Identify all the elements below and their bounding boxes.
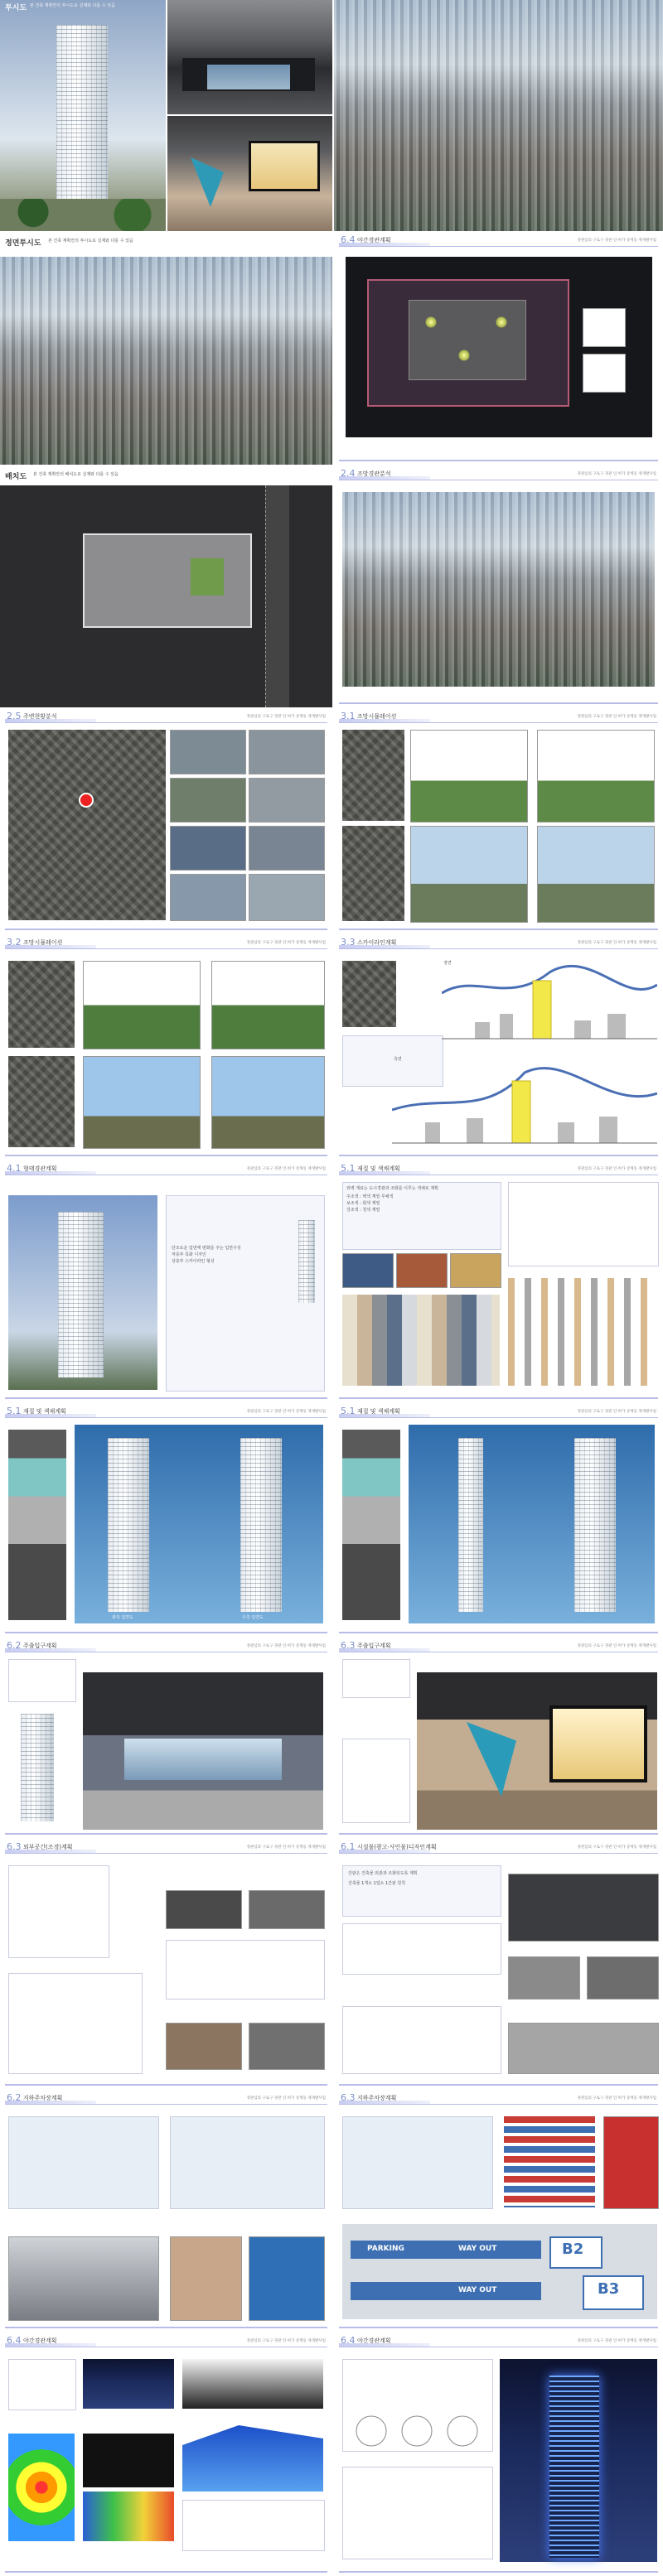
header-meta: 경관심의 구로구 경관 인·허가 상계동 재개발사업 [577,715,656,719]
b3-label: B3 [598,2280,620,2298]
surroundings-map [8,730,166,920]
page-material-3 [334,1405,663,1637]
site-title: 배치도 [5,473,27,481]
section-number: 2.5 [7,711,22,721]
color-palette [342,1295,500,1386]
lux-heatmap [8,2434,75,2541]
material-note-1: 외벽 재료는 도시경관과 조화를 이루는 색채로 계획 [346,1186,438,1191]
landscape-photo-3 [166,2023,242,2070]
elevation-left-label: 좌측 입면도 [112,1615,133,1620]
section-title: 지하주차장계획 [357,2095,397,2101]
lobby-screen-large [549,1705,647,1782]
section-title: 야간경관계획 [357,2337,391,2344]
page-view-sim-1 [334,710,663,933]
header-meta: 경관심의 구로구 경관 인·허가 상계동 재개발사업 [246,1845,326,1850]
material-notes [342,1182,501,1250]
skyline-map [342,961,396,1027]
header [334,1639,663,1652]
parking-b1-photo-1 [8,2236,159,2321]
material-photo-2 [396,1253,448,1288]
sim2-photo-1b [211,961,325,1049]
front-city-photo [0,257,332,465]
header-meta: 경관심의 구로구 경관 인·허가 상계동 재개발사업 [577,2339,656,2343]
section-number: 4.1 [7,1163,22,1174]
page-front-perspective [0,234,332,465]
site-green [191,558,224,596]
section-number: 6.2 [7,2092,22,2103]
section-number: 6.4 [341,2335,356,2346]
header [0,1162,332,1175]
form-note-3: 상층부 스카이라인 형성 [172,1259,215,1264]
night-elevation [182,2425,323,2492]
section-number: 6.3 [7,1841,22,1852]
surroundings-photo-1 [170,730,246,774]
perspective-tower [56,25,108,207]
skyline-label-b: 측면 [394,1057,402,1062]
roof-light-1 [425,316,437,328]
page-parking-b1 [0,2091,332,2332]
parking-b1-plan-2 [170,2116,325,2209]
page-parking-b2 [334,2091,663,2332]
header [0,1405,332,1418]
header-meta: 경관심의 구로구 경관 인·허가 상계동 재개발사업 [577,239,656,243]
b2-label: B2 [562,2241,584,2258]
section-title: 시설물(광고·사인물)디자인계획 [357,1844,437,1850]
section-title: 외부공간(조경)계획 [23,1844,73,1850]
page-signage [334,1840,663,2089]
front-title: 정면투시도 [5,239,41,248]
swatch-column [8,1430,66,1620]
entrance-glass [207,65,290,89]
surroundings-photo-7 [170,874,246,921]
section-title: 야간경관계획 [357,237,391,244]
header-meta: 경관심의 구로구 경관 인·허가 상계동 재개발사업 [577,472,656,476]
elevation-right-label: 우측 입면도 [242,1615,264,1620]
sim-map-2 [342,826,404,921]
night-plan [342,2467,493,2559]
landscape-photo-4 [249,2023,325,2070]
header [334,1162,663,1175]
form-elevation [298,1220,315,1303]
surroundings-photo-8 [249,874,325,921]
entrance-key-plan [8,1659,76,1702]
header-meta: 경관심의 구로구 경관 인·허가 상계동 재개발사업 [246,715,326,719]
header [0,2334,332,2347]
sim2-map-1 [8,961,75,1048]
section-number: 6.1 [341,1841,356,1852]
page-perspective [0,0,332,231]
night-render-1 [83,2359,174,2409]
lobby-key-plan [342,1659,410,1698]
page-material-2 [0,1405,332,1637]
page-skyline [334,936,663,1160]
light-distribution-diagram [346,2413,487,2450]
night-render-3 [83,2434,174,2487]
material-note-4: 강조색 : 청색 계열 [346,1208,380,1213]
section-number: 3.1 [341,711,356,721]
elevation-right-tower [240,1438,282,1612]
signage-note-1: 간판은 건축물 외관과 조화되도록 계획 [348,1871,418,1876]
signage-photo-2 [508,1956,580,2000]
section-title: 스카이라인계획 [357,939,397,946]
header [334,1405,663,1418]
header-meta: 경관심의 구로구 경관 인·허가 상계동 재개발사업 [246,2096,326,2101]
header [0,2091,332,2105]
elevation2-left-tower [458,1438,483,1612]
section-number: 6.4 [341,234,356,245]
night-render-2 [182,2359,323,2409]
perspective-note: 본 건축 계획안의 투시도로 실제와 다를 수 있음 [30,3,115,8]
landscape-plan-1 [8,1865,109,1958]
section-number: 6.3 [341,2092,356,2103]
section-number: 3.3 [341,937,356,948]
form-note-2: 저층부 특화 디자인 [172,1252,206,1257]
night-spec-table [182,2500,325,2551]
header-meta: 경관심의 구로구 경관 인·허가 상계동 재개발사업 [246,1644,326,1648]
page-material-1 [334,1162,663,1402]
material-note-2: 주조색 : 백색 계열 무채색 [346,1194,394,1199]
header [0,1840,332,1854]
sim-photo-2b [537,826,655,923]
parking-b1-photo-3 [249,2236,325,2321]
sim-photo-1b [537,730,655,822]
signage-diagram [342,1923,501,1975]
header-meta: 경관심의 구로구 경관 인·허가 상계동 재개발사업 [246,1167,326,1171]
material-note-3: 보조색 : 회색 계열 [346,1201,380,1206]
header [334,2091,663,2105]
aerial-city-photo [334,0,663,231]
surroundings-photo-3 [170,778,246,822]
section-number: 5.1 [341,1406,356,1416]
roof-light-2 [496,316,507,328]
view-city-photo [342,492,655,687]
sim-map-1 [342,730,404,821]
parking-b1-plan-1 [8,2116,159,2209]
section-number: 3.2 [7,937,22,948]
surroundings-photo-5 [170,826,246,871]
header [334,936,663,949]
skyline-diagram-b [392,1052,657,1147]
section-title: 조망시뮬레이션 [23,939,63,946]
page-entrance-1 [0,1639,332,1838]
parking-b2-plan [342,2116,493,2209]
signage-photo-4 [508,2023,659,2074]
wayout-label-1: WAY OUT [458,2245,497,2253]
header-meta: 경관심의 구로구 경관 인·허가 상계동 재개발사업 [246,1410,326,1414]
section-title: 형태경관계획 [23,1165,57,1172]
section-title: 주출입구계획 [23,1643,57,1649]
section-number: 5.1 [341,1163,356,1174]
header [334,2334,663,2347]
surroundings-photo-2 [249,730,325,774]
header-meta: 경관심의 구로구 경관 인·허가 상계동 재개발사업 [577,1845,656,1850]
signage-photo-3 [587,1956,659,2000]
page-form [0,1162,332,1402]
parking-label-1: PARKING [367,2245,404,2253]
section-title: 재질 및 색채계획 [357,1165,400,1172]
section-title: 야간경관계획 [23,2337,57,2344]
perspective-title: 투시도 [5,4,27,12]
parking-color-bars [504,2116,595,2207]
sim2-photo-2a [83,1056,201,1149]
section-title: 재질 및 색채계획 [357,1408,400,1415]
site-note: 본 건축 계획안의 배치도로 실제와 다를 수 있음 [33,472,119,477]
roof-light-3 [458,350,470,361]
header-meta: 경관심의 구로구 경관 인·허가 상계동 재개발사업 [246,2339,326,2343]
page-night-1 [0,2334,332,2576]
elevation2-sky [409,1425,655,1623]
page-view-sim-2 [0,936,332,1160]
section-title: 조망경관분석 [357,470,391,477]
signage-note-2: 건축물 1개소 1업소 1간판 원칙 [348,1881,406,1886]
front-note: 본 건축 계획안의 투시도로 실제와 다를 수 있음 [48,239,133,244]
wayout-strip-2 [351,2282,541,2300]
sim2-photo-2b [211,1056,325,1149]
header-meta: 경관심의 구로구 경관 인·허가 상계동 재개발사업 [577,2096,656,2101]
sim-photo-2a [410,826,528,923]
header-meta: 경관심의 구로구 경관 인·허가 상계동 재개발사업 [577,1167,656,1171]
sim2-map-2 [8,1056,75,1147]
lux-heatmap-2 [83,2492,174,2541]
header-meta: 경관심의 구로구 경관 인·허가 상계동 재개발사업 [577,941,656,945]
section-number: 6.3 [341,1640,356,1651]
page-site-plan [0,467,332,707]
fixture-thumb-2 [583,354,626,393]
parking-b1-photo-2 [170,2236,242,2321]
section-number: 6.4 [7,2335,22,2346]
wayout-label-2: WAY OUT [458,2286,497,2294]
map-marker [79,793,94,808]
section-title: 주변현황분석 [23,713,57,720]
landscape-table [166,1940,325,2000]
entrance-mini-tower [21,1714,54,1821]
material-chart [508,1182,659,1266]
swatch-column-2 [342,1430,400,1620]
page-surroundings [0,710,332,933]
section-title: 재질 및 색채계획 [23,1408,66,1415]
page-landscape [0,1840,332,2089]
lux-table [8,2359,76,2410]
header [0,936,332,949]
parking-b2-sign [603,2116,659,2209]
fixture-thumb-1 [583,308,626,347]
material-photo-1 [342,1253,394,1288]
form-note-1: 단조로운 입면에 변화를 주는 입면구성 [172,1246,241,1251]
signage-notes [342,1865,501,1917]
header-meta: 경관심의 구로구 경관 인·허가 상계동 재개발사업 [577,1644,656,1648]
form-tower [58,1212,104,1377]
section-number: 5.1 [7,1406,22,1416]
landscape-photo-1 [166,1890,242,1929]
header [0,710,332,723]
header [334,234,663,247]
entrance-render [167,0,332,114]
surroundings-photo-4 [249,778,325,822]
page-view-analysis [334,467,663,707]
night-tower [549,2376,599,2558]
landscape-plan-2 [8,1973,143,2074]
header [0,1639,332,1652]
site-road [265,485,289,707]
section-title: 지하주차장계획 [23,2095,63,2101]
section-title: 주출입구계획 [357,1643,391,1649]
site-building [83,533,252,628]
page-night-roof [334,234,663,465]
signage-photo [508,1874,659,1942]
page-night-2 [334,2334,663,2576]
header-meta: 경관심의 구로구 경관 인·허가 상계동 재개발사업 [577,1410,656,1414]
lobby-screen [249,141,320,191]
elevation2-right-tower [574,1438,616,1612]
material-photo-3 [450,1253,501,1288]
section-number: 2.4 [341,468,356,479]
surroundings-photo-6 [249,826,325,871]
elevation-left-tower [108,1438,149,1612]
header [334,1840,663,1854]
perspective-trees [0,199,166,231]
sim-photo-1a [410,730,528,822]
header [334,710,663,723]
entrance-glass-large [124,1739,282,1780]
section-number: 6.2 [7,1640,22,1651]
sim2-photo-1a [83,961,201,1049]
header [334,467,663,480]
page-entrance-2 [334,1639,663,1838]
material-bars [508,1278,657,1386]
section-title: 조망시뮬레이션 [357,713,397,720]
roof-garden [409,300,526,380]
landscape-photo-2 [249,1890,325,1929]
lobby-spec-table [342,1739,410,1823]
signage-table [342,2006,501,2074]
skyline-label-a: 정면 [443,961,452,966]
header-meta: 경관심의 구로구 경관 인·허가 상계동 재개발사업 [246,941,326,945]
skyline-diagram-a [442,956,657,1047]
